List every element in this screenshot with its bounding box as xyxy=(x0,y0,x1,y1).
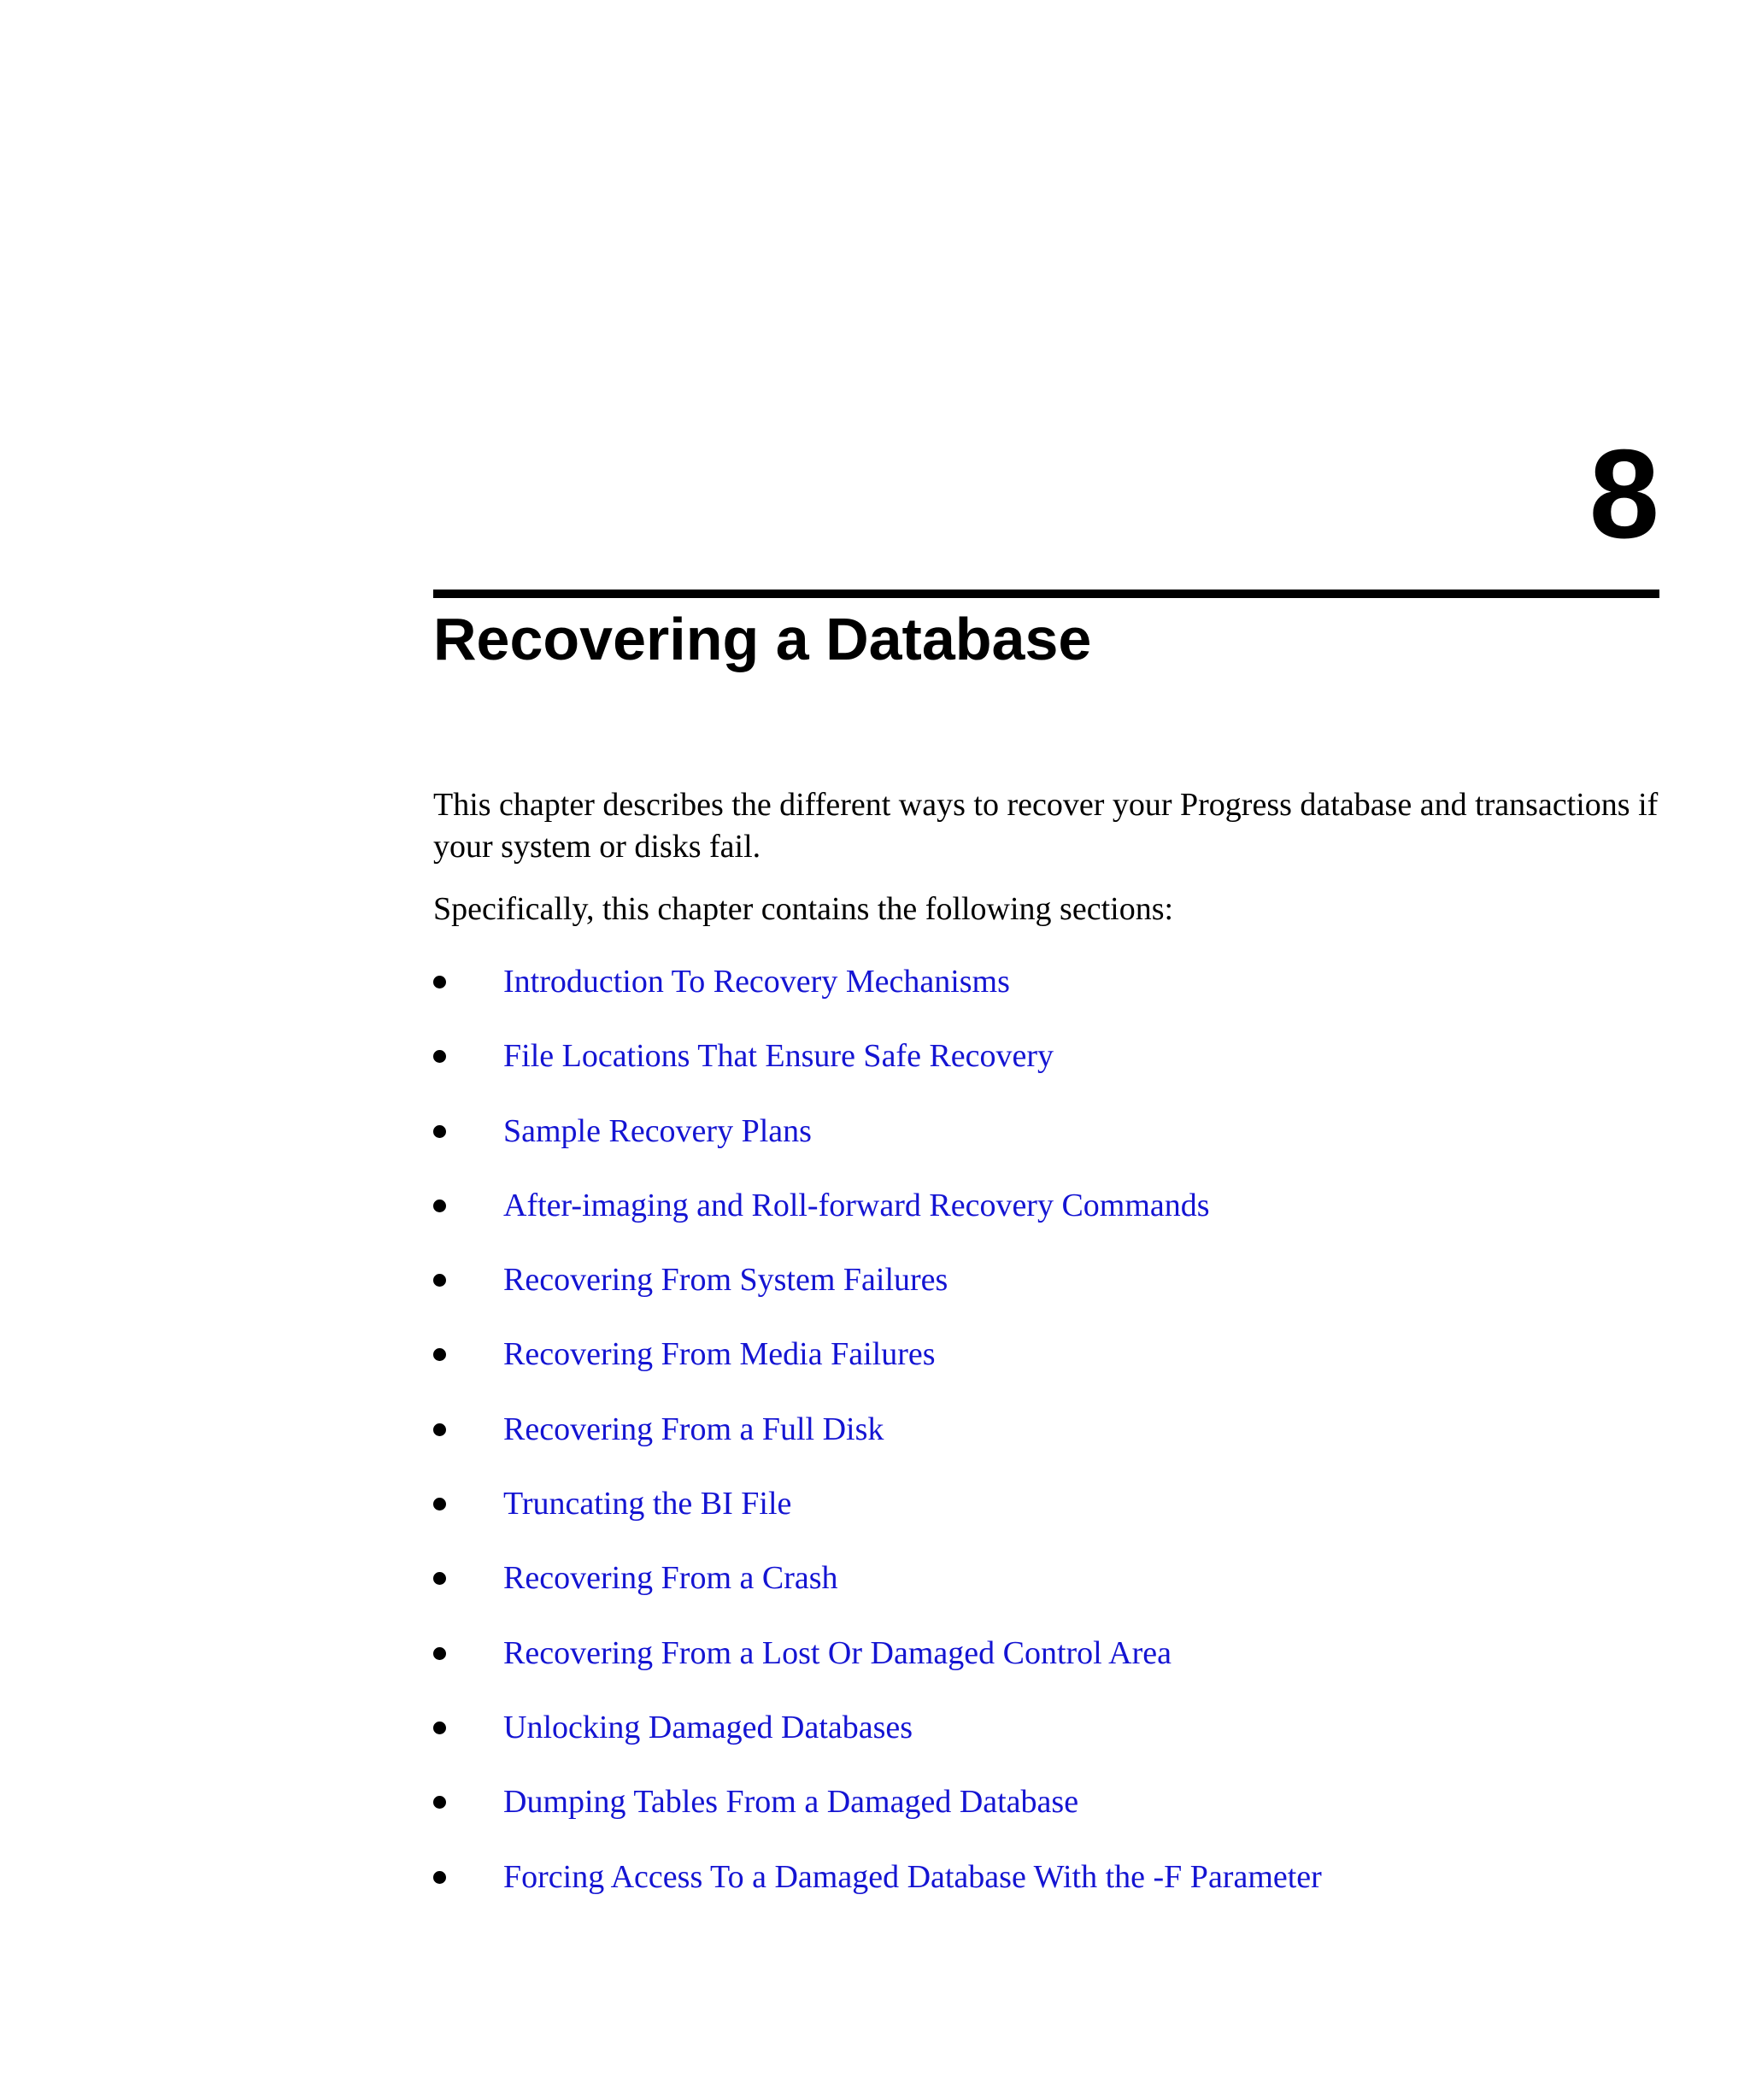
section-link[interactable]: Dumping Tables From a Damaged Database xyxy=(503,1784,1079,1821)
section-link[interactable]: Sample Recovery Plans xyxy=(503,1112,812,1149)
bullet-icon xyxy=(433,1871,446,1884)
section-link[interactable]: Recovering From a Full Disk xyxy=(503,1411,884,1447)
section-link[interactable]: Unlocking Damaged Databases xyxy=(503,1709,913,1745)
sections-lead-paragraph: Specifically, this chapter contains the following sections: xyxy=(433,891,1174,927)
list-item xyxy=(433,961,1322,1035)
section-link[interactable]: Forcing Access To a Damaged Database With the -F Parameter xyxy=(503,1858,1322,1895)
section-link[interactable]: Recovering From a Lost Or Damaged Control Area xyxy=(503,1634,1172,1671)
bullet-icon xyxy=(433,1050,446,1063)
section-link[interactable]: Introduction To Recovery Mechanisms xyxy=(503,964,1010,1000)
bullet-icon xyxy=(433,1274,446,1287)
bullet-icon xyxy=(433,1647,446,1660)
chapter-title: Recovering a Database xyxy=(433,606,1092,672)
bullet-icon xyxy=(433,1796,446,1809)
bullet-icon xyxy=(433,1200,446,1212)
section-link[interactable]: Truncating the BI File xyxy=(503,1486,792,1522)
list-item xyxy=(433,1111,1322,1185)
list-item xyxy=(433,1557,1322,1632)
list-item xyxy=(433,1035,1322,1110)
bullet-icon xyxy=(433,1423,446,1436)
list-item xyxy=(433,1259,1322,1334)
bullet-icon xyxy=(433,1498,446,1510)
list-item xyxy=(433,1781,1322,1856)
list-item xyxy=(433,1707,1322,1781)
list-item xyxy=(433,1334,1322,1408)
intro-paragraph: This chapter describes the different ways to recover your Progress database and transactions if your system or disks fail. xyxy=(433,787,1659,865)
section-link[interactable]: Recovering From Media Failures xyxy=(503,1336,936,1373)
bullet-icon xyxy=(433,1572,446,1585)
list-item xyxy=(433,1185,1322,1259)
list-item xyxy=(433,1857,1322,1931)
chapter-number: 8 xyxy=(1589,424,1659,565)
chapter-rule xyxy=(433,590,1659,598)
section-link[interactable]: Recovering From a Crash xyxy=(503,1560,838,1597)
section-link[interactable]: File Locations That Ensure Safe Recovery xyxy=(503,1038,1054,1075)
section-list xyxy=(433,961,1322,1931)
bullet-icon xyxy=(433,976,446,988)
bullet-icon xyxy=(433,1125,446,1138)
list-item xyxy=(433,1633,1322,1707)
list-item xyxy=(433,1409,1322,1483)
bullet-icon xyxy=(433,1348,446,1361)
section-link[interactable]: Recovering From System Failures xyxy=(503,1262,948,1299)
list-item xyxy=(433,1483,1322,1557)
bullet-icon xyxy=(433,1722,446,1734)
section-link[interactable]: After-imaging and Roll-forward Recovery Commands xyxy=(503,1187,1210,1223)
